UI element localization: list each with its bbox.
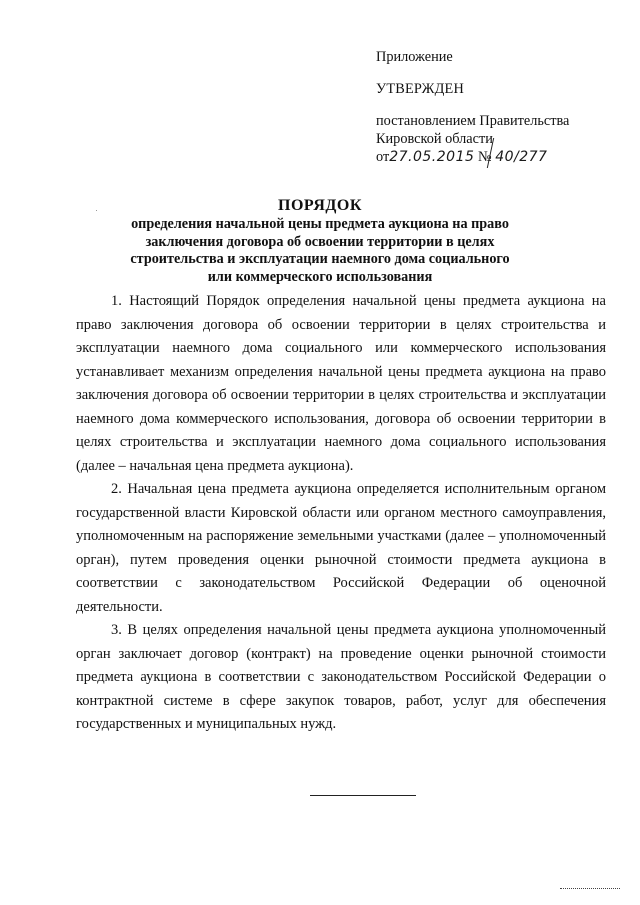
title-main: ПОРЯДОК (278, 197, 362, 214)
handwritten-number: 40/277 (495, 149, 548, 165)
decree-line-2: Кировской области (376, 131, 493, 147)
corner-mark (560, 888, 620, 889)
paragraph-1: 1. Настоящий Порядок определения начальной цены предмета аукциона на право заключения договора об освоении территории в целях строительства и эксплуатации наемного дома социального или коммерческого использования устанавливает механизм определения начальной цены предмета аукциона на право заключения договора об освоении территории в целях строительства и эксплуатации наемного дома коммерческого использования, договора об освоении территории в целях строительства и эксплуатации наемного дома социального использования (далее – начальная цена предмета аукциона). (76, 293, 606, 474)
appendix-label: Приложение (376, 49, 453, 65)
title-subtitle: определения начальной цены предмета аукциона на право заключения договора об освоении территории в целях строительства и эксплуатации наемного дома социального или коммерческого использования (130, 216, 510, 285)
end-divider (310, 795, 416, 796)
scan-speck (96, 210, 97, 211)
handwritten-date: 27.05.2015 (389, 149, 475, 165)
paragraph-2: 2. Начальная цена предмета аукциона определяется исполнительным органом государственной власти Кировской области или органом местного самоуправления, уполномоченным на распоряжение земельными участками (далее – уполномоченный орган), путем проведения оценки рыночной стоимости предмета аукциона в соответствии с законодательством Российской Федерации об оценочной деятельности. (76, 481, 606, 615)
document-title (130, 196, 510, 286)
document-body (76, 290, 606, 737)
date-prefix: от (376, 149, 390, 165)
approved-label: УТВЕРЖДЕН (376, 81, 464, 97)
paragraph-3: 3. В целях определения начальной цены предмета аукциона уполномоченный орган заключает договор (контракт) на проведение оценки рыночной стоимости предмета аукциона в соответствии с законодательством Российской Федерации о контрактной системе в сфере закупок товаров, работ, услуг для обеспечения государственных и муниципальных нужд. (76, 622, 606, 732)
number-sign: № (477, 149, 492, 165)
decree-line-1: постановлением Правительства (376, 113, 570, 129)
